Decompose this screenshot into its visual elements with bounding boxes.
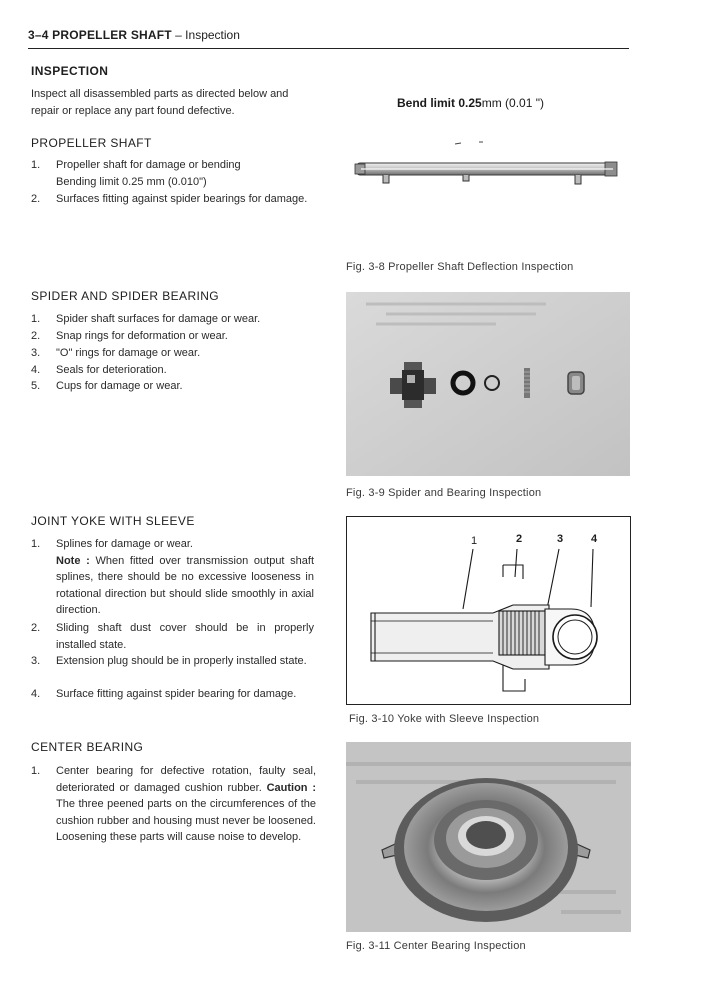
center-bearing-photo: [346, 742, 631, 932]
item-number: 1.: [31, 159, 41, 171]
item-number: 2.: [31, 330, 41, 342]
bend-limit-value: Bend limit 0.25: [397, 96, 482, 110]
item-number: 2.: [31, 622, 41, 634]
item-text: Sliding shaft dust cover should be in properly installed state.: [56, 622, 314, 651]
yoke-sleeve-drawing: [347, 517, 630, 704]
note-label: Note :: [56, 554, 90, 567]
page-section-title: 3–4 PROPELLER SHAFT: [28, 28, 172, 42]
item-text: Spider shaft surfaces for damage or wear.: [56, 313, 261, 325]
item-text: Propeller shaft for damage or bending: [56, 159, 241, 171]
item-number: 4.: [31, 364, 41, 376]
caution-text: The three peened parts on the circumferences of the cushion rubber and housing must never be loosened. Loosening these parts will cause noise to develop.: [56, 798, 316, 844]
page-header: [28, 28, 240, 42]
yoke-sleeve-figure: [346, 516, 631, 705]
item-text: Center bearing for defective rotation, faulty seal, deteriorated or damaged cushion rubber.: [56, 765, 316, 794]
center-bearing-image: [346, 742, 631, 932]
spider-bearing-photo: [346, 292, 630, 476]
item-number: 3.: [31, 347, 41, 359]
propeller-shaft-illustration: [345, 138, 625, 190]
item-text: Seals for deterioration.: [56, 364, 167, 376]
header-rule: [28, 48, 629, 49]
center-bearing-heading: CENTER BEARING: [31, 740, 144, 754]
item-text: Splines for damage or wear.: [56, 538, 193, 550]
caution-label: Caution :: [266, 781, 316, 794]
item-text: "O" rings for damage or wear.: [56, 347, 201, 359]
figure-caption: Fig. 3-11 Center Bearing Inspection: [346, 940, 526, 952]
page-subtitle: – Inspection: [175, 28, 240, 42]
note-text: When fitted over transmission output shaft splines, there should be no excessive looseness in rotational direction but should slide smoothly in axial direction.: [56, 554, 315, 617]
item-number: 1.: [31, 538, 41, 550]
figure-caption: Fig. 3-10 Yoke with Sleeve Inspection: [349, 713, 540, 725]
inspection-intro: Inspect all disassembled parts as directed below and repair or replace any part found defective.: [31, 88, 289, 117]
note-paragraph: [56, 553, 314, 619]
item-text: Surface fitting against spider bearing for damage.: [56, 688, 297, 700]
callout-1: 1: [471, 535, 478, 547]
inspection-heading: INSPECTION: [31, 64, 109, 78]
joint-yoke-heading: JOINT YOKE WITH SLEEVE: [31, 514, 195, 528]
item-number: 2.: [31, 193, 41, 205]
callout-2: 2: [516, 533, 523, 545]
callout-4: 4: [591, 533, 598, 545]
figure-caption: Fig. 3-9 Spider and Bearing Inspection: [346, 487, 542, 499]
item-number: 5.: [31, 380, 41, 392]
spider-parts-image: [346, 292, 630, 476]
bend-limit-unit: mm (0.01 "): [481, 96, 544, 110]
item-number: 1.: [31, 313, 41, 325]
item-text: Surfaces fitting against spider bearings for damage.: [56, 193, 308, 205]
item-text: Snap rings for deformation or wear.: [56, 330, 228, 342]
item-number: 3.: [31, 655, 41, 667]
item-text: Extension plug should be in properly installed state.: [56, 655, 307, 667]
spider-heading: SPIDER AND SPIDER BEARING: [31, 289, 220, 303]
figure-caption: Fig. 3-8 Propeller Shaft Deflection Inspection: [346, 261, 574, 273]
bend-limit-label: [397, 96, 544, 110]
item-number: 1.: [31, 765, 41, 777]
callout-3: 3: [557, 533, 564, 545]
bending-limit-text: Bending limit 0.25 mm (0.010"): [56, 175, 207, 188]
item-number: 4.: [31, 688, 41, 700]
propeller-shaft-heading: PROPELLER SHAFT: [31, 136, 152, 150]
item-text: Cups for damage or wear.: [56, 380, 183, 392]
